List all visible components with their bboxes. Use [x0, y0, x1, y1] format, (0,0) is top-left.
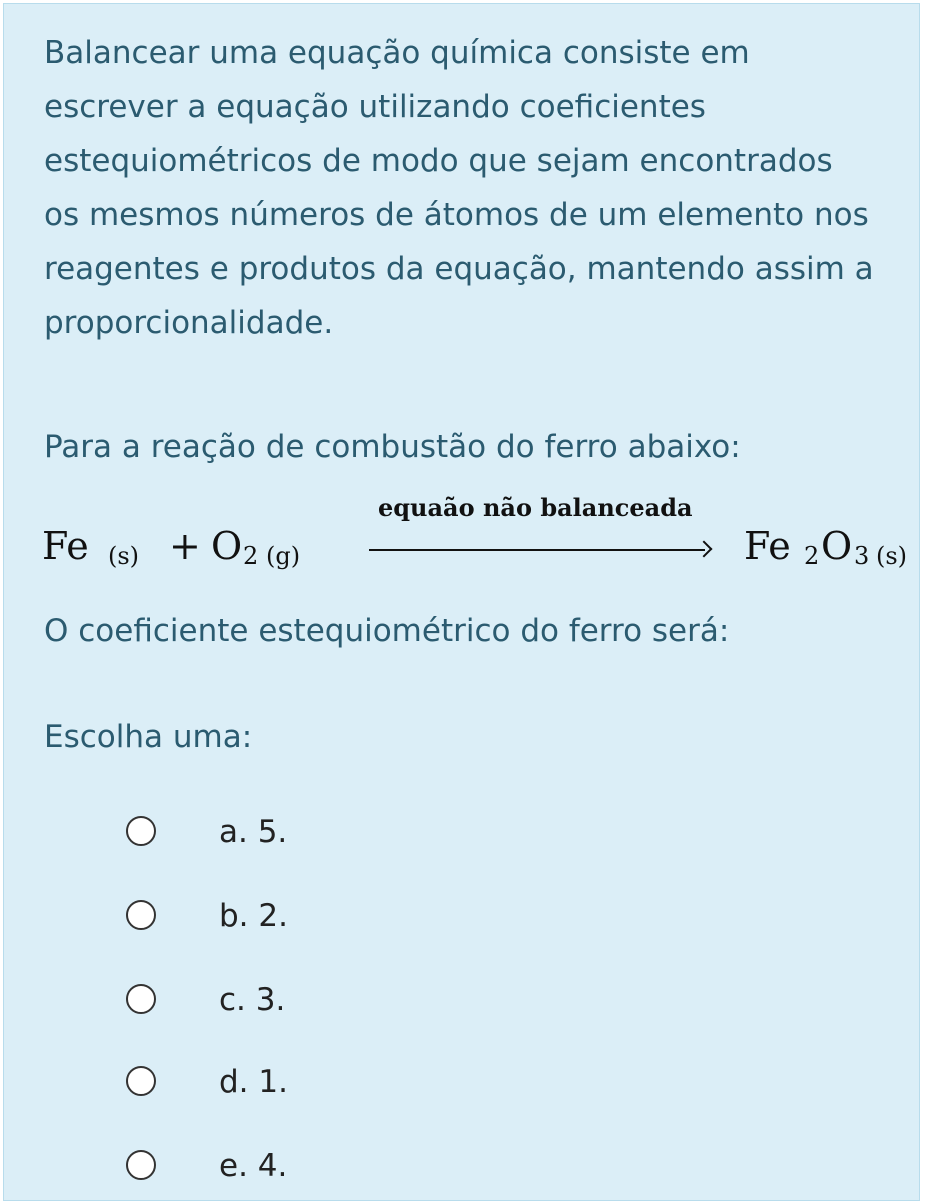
reaction-arrow [369, 549, 705, 551]
reactant-o-subscript: 2 [243, 542, 259, 570]
option-c[interactable] [126, 980, 426, 1028]
option-label: c. 3. [219, 982, 286, 1018]
option-e[interactable] [126, 1146, 426, 1194]
option-d[interactable] [126, 1062, 426, 1110]
radio-icon[interactable] [126, 900, 156, 930]
product-state: (s) [876, 542, 908, 570]
reactant-fe-state: (s) [108, 542, 140, 570]
radio-icon[interactable] [126, 1150, 156, 1180]
chemical-equation [4, 484, 943, 594]
option-a[interactable] [126, 812, 426, 860]
radio-icon[interactable] [126, 1066, 156, 1096]
option-b[interactable] [126, 896, 426, 944]
option-label: d. 1. [219, 1064, 288, 1100]
product-fe-subscript: 2 [804, 542, 820, 570]
question-panel [3, 3, 920, 1201]
radio-icon[interactable] [126, 984, 156, 1014]
sub-question: O coeficiente estequiométrico do ferro será: [44, 613, 730, 649]
product-o-subscript: 3 [854, 542, 870, 570]
reactant-o-state: (g) [266, 542, 301, 570]
choose-label: Escolha uma: [44, 719, 253, 755]
plus-sign: + [169, 524, 201, 568]
reactant-o: O [211, 524, 243, 568]
radio-icon[interactable] [126, 816, 156, 846]
arrow-head-icon [696, 541, 713, 558]
reactant-fe: Fe [42, 524, 89, 568]
question-text: Balancear uma equação química consiste em escrever a equação utilizando coeficientes estequiométricos de modo que sejam encontrados os mesmos números de átomos de um elemento nos reagentes e produtos da equação, mantendo assim a proporcionalidade. [44, 35, 874, 341]
product-o: O [821, 524, 853, 568]
option-label: a. 5. [219, 814, 288, 850]
question-prompt: Para a reação de combustão do ferro abaixo: [44, 429, 741, 465]
arrow-label: equaão não balanceada [378, 493, 693, 522]
option-label: b. 2. [219, 898, 288, 934]
product-fe: Fe [744, 524, 791, 568]
option-label: e. 4. [219, 1148, 288, 1184]
